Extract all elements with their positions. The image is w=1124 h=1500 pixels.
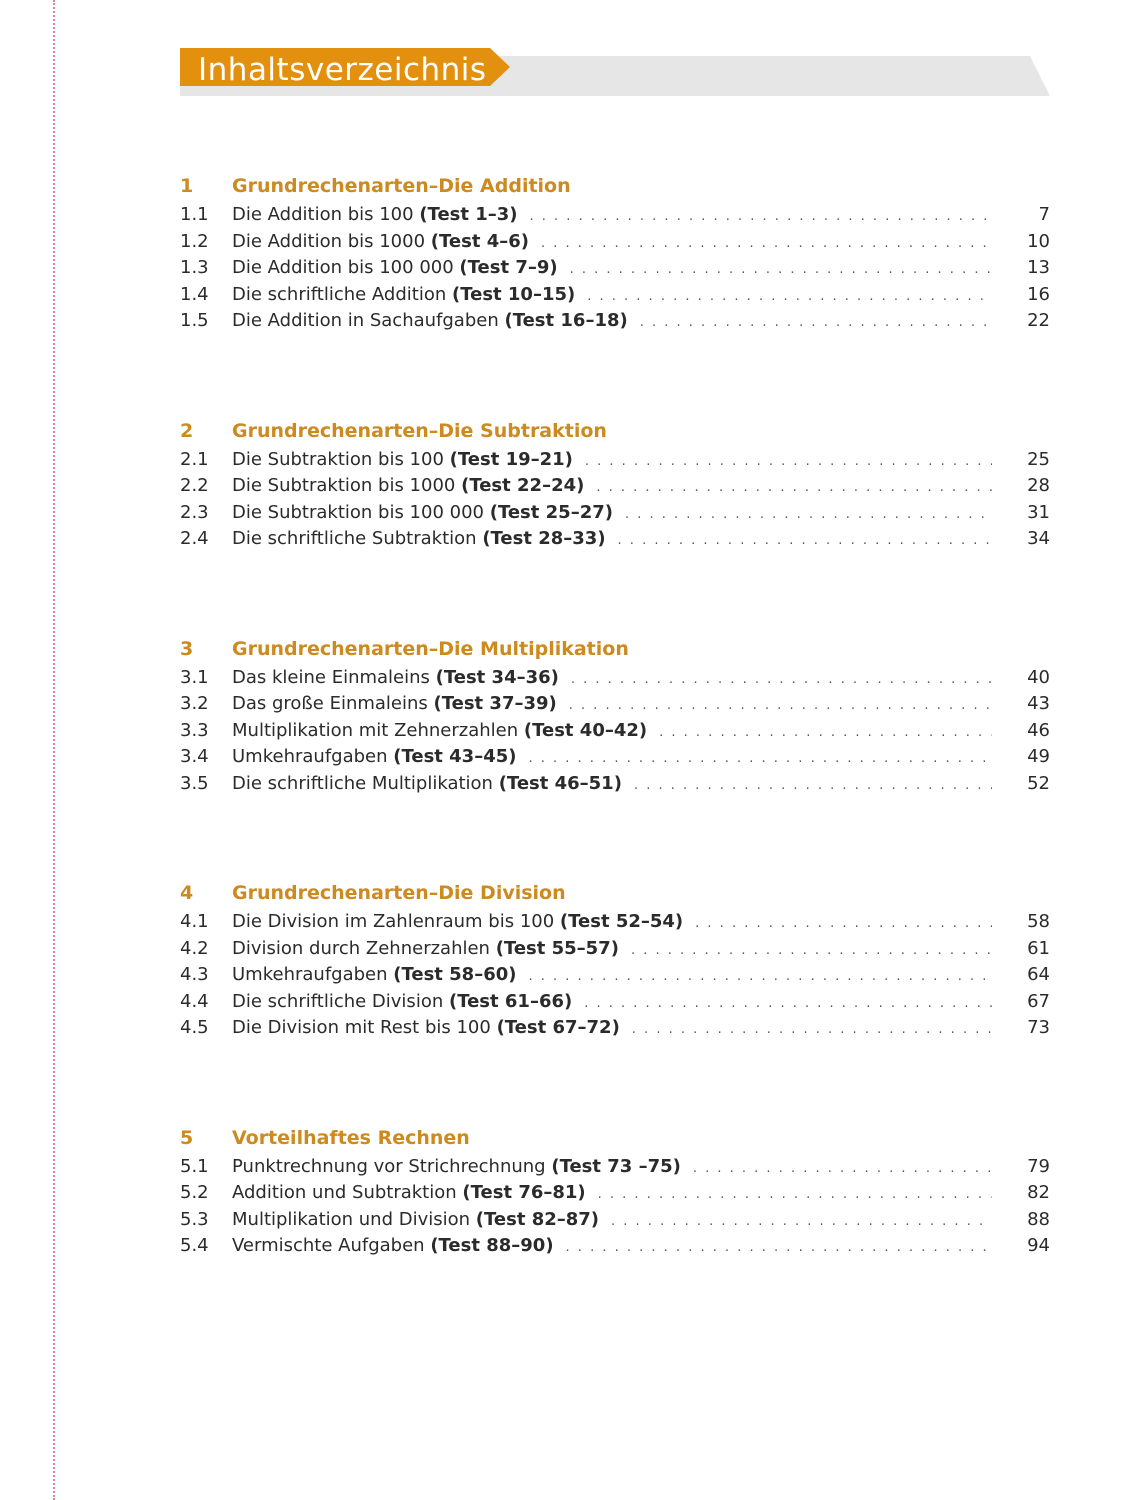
toc-section — [180, 415, 1050, 553]
toc-entry[interactable] — [180, 771, 1050, 798]
entry-page-number: 22 — [1027, 310, 1050, 331]
entry-page-number: 67 — [1027, 990, 1050, 1012]
toc-entry[interactable] — [180, 744, 1050, 771]
entry-text: Die Division mit Rest bis 100 — [232, 1017, 491, 1038]
toc-entry[interactable] — [180, 1180, 1050, 1207]
entry-title — [232, 447, 573, 474]
entry-text: Das große Einmaleins — [232, 693, 428, 714]
dot-leader — [659, 720, 992, 747]
entry-page-number: 28 — [1027, 475, 1050, 496]
entry-page-number: 73 — [1027, 1017, 1050, 1038]
entry-test-range: (Test 25–27) — [489, 501, 613, 523]
entry-page-number: 79 — [1027, 1155, 1050, 1177]
entry-test-range: (Test 52–54) — [559, 911, 684, 932]
entry-number: 3.5 — [180, 772, 209, 794]
toc-section — [180, 170, 1050, 335]
entry-test-range: (Test 46–51) — [498, 772, 622, 794]
entry-page-number: 49 — [1027, 746, 1050, 767]
entry-number: 1.2 — [180, 230, 209, 252]
dot-leader — [587, 284, 992, 311]
entry-test-range: (Test 28–33) — [482, 528, 606, 549]
entry-title — [232, 255, 558, 282]
entry-title — [232, 202, 518, 229]
entry-test-range: (Test 58–60) — [393, 964, 517, 985]
dot-leader — [571, 667, 992, 694]
entry-test-range: (Test 40–42) — [523, 719, 648, 741]
dot-leader — [693, 1156, 992, 1183]
entry-title — [232, 1180, 586, 1207]
entry-text: Umkehraufgaben — [232, 964, 388, 985]
dot-leader — [618, 528, 992, 555]
dot-leader — [528, 746, 992, 773]
entry-number: 3.2 — [180, 693, 209, 714]
entry-page-number: 13 — [1027, 257, 1050, 278]
toc-entry[interactable] — [180, 500, 1050, 527]
toc-entry[interactable] — [180, 526, 1050, 553]
entry-page-number: 52 — [1027, 772, 1050, 794]
toc-entry[interactable] — [180, 962, 1050, 989]
entry-text: Die Subtraktion bis 1000 — [232, 475, 456, 496]
entry-page-number: 16 — [1027, 283, 1050, 305]
entry-title — [232, 229, 529, 256]
entry-page-number: 31 — [1027, 501, 1050, 523]
entry-page-number: 82 — [1027, 1182, 1050, 1203]
entry-test-range: (Test 22–24) — [461, 475, 585, 496]
entry-text: Die Addition in Sachaufgaben — [232, 310, 499, 331]
dot-leader — [625, 502, 992, 529]
entry-page-number: 64 — [1027, 964, 1050, 985]
entry-number: 2.4 — [180, 528, 209, 549]
entry-text: Umkehraufgaben — [232, 746, 388, 767]
section-heading[interactable] — [180, 415, 1050, 447]
entry-number: 4.1 — [180, 911, 209, 932]
margin-dotted-line — [53, 0, 55, 1500]
entry-number: 5.2 — [180, 1182, 209, 1203]
entry-test-range: (Test 82–87) — [475, 1208, 600, 1230]
entry-title — [232, 500, 613, 527]
entry-text: Die Addition bis 100 — [232, 204, 414, 225]
entry-test-range: (Test 73 –75) — [551, 1155, 681, 1177]
dot-leader — [695, 911, 992, 938]
dot-leader — [530, 204, 992, 231]
entry-page-number: 34 — [1027, 528, 1050, 549]
toc-entry[interactable] — [180, 691, 1050, 718]
entry-text: Die Subtraktion bis 100 — [232, 448, 444, 470]
entry-number: 3.4 — [180, 746, 209, 767]
section-title: Grundrechenarten–Die Addition — [232, 175, 571, 197]
section-title: Grundrechenarten–Die Division — [232, 882, 566, 904]
dot-leader — [541, 231, 992, 258]
section-number: 5 — [180, 1126, 194, 1149]
entry-number: 1.5 — [180, 310, 209, 331]
toc-section — [180, 1122, 1050, 1260]
entry-number: 3.1 — [180, 666, 209, 688]
toc-entry[interactable] — [180, 473, 1050, 500]
entry-number: 2.3 — [180, 501, 209, 523]
section-number: 1 — [180, 175, 194, 197]
entry-title — [232, 909, 683, 936]
entry-number: 4.4 — [180, 990, 209, 1012]
entry-title — [232, 308, 628, 335]
entry-title — [232, 771, 622, 798]
entry-number: 4.2 — [180, 937, 209, 959]
toc-entry[interactable] — [180, 202, 1050, 229]
entry-test-range: (Test 19–21) — [449, 448, 573, 470]
entry-text: Die schriftliche Division — [232, 990, 444, 1012]
section-heading[interactable] — [180, 877, 1050, 909]
entry-text: Das kleine Einmaleins — [232, 666, 430, 688]
entry-number: 5.4 — [180, 1235, 209, 1256]
dot-leader — [598, 1182, 992, 1209]
entry-title — [232, 1015, 620, 1042]
entry-page-number: 7 — [1038, 204, 1050, 225]
entry-number: 4.3 — [180, 964, 209, 985]
dot-leader — [611, 1209, 992, 1236]
entry-title — [232, 718, 647, 745]
entry-text: Punktrechnung vor Strichrechnung — [232, 1155, 546, 1177]
toc-entry[interactable] — [180, 665, 1050, 692]
entry-test-range: (Test 37–39) — [433, 693, 557, 714]
entry-page-number: 40 — [1027, 666, 1050, 688]
section-title: Vorteilhaftes Rechnen — [232, 1126, 470, 1149]
entry-test-range: (Test 1–3) — [419, 204, 518, 225]
entry-page-number: 43 — [1027, 693, 1050, 714]
entry-title — [232, 526, 606, 553]
section-number: 3 — [180, 637, 194, 660]
entry-text: Vermischte Aufgaben — [232, 1235, 425, 1256]
entry-title — [232, 1207, 599, 1234]
entry-text: Die Division im Zahlenraum bis 100 — [232, 911, 555, 932]
entry-number: 1.1 — [180, 204, 209, 225]
dot-leader — [640, 310, 992, 337]
entry-test-range: (Test 10–15) — [452, 283, 576, 305]
entry-test-range: (Test 76–81) — [462, 1182, 586, 1203]
section-title: Grundrechenarten–Die Multiplikation — [232, 637, 629, 660]
entry-number: 5.3 — [180, 1208, 209, 1230]
dot-leader — [566, 1235, 992, 1262]
section-heading[interactable] — [180, 1122, 1050, 1154]
toc-entry[interactable] — [180, 909, 1050, 936]
entry-title — [232, 1154, 681, 1181]
entry-title — [232, 1233, 554, 1260]
entry-number: 3.3 — [180, 719, 209, 741]
section-title: Grundrechenarten–Die Subtraktion — [232, 419, 607, 442]
toc-section — [180, 877, 1050, 1042]
dot-leader — [596, 475, 992, 502]
entry-page-number: 58 — [1027, 911, 1050, 932]
toc-entry[interactable] — [180, 1154, 1050, 1181]
entry-test-range: (Test 16–18) — [504, 310, 628, 331]
entry-title — [232, 665, 559, 692]
entry-test-range: (Test 88–90) — [430, 1235, 554, 1256]
section-number: 4 — [180, 882, 194, 904]
toc-entry[interactable] — [180, 1233, 1050, 1260]
entry-test-range: (Test 34–36) — [435, 666, 559, 688]
toc-entry[interactable] — [180, 308, 1050, 335]
entry-test-range: (Test 55–57) — [495, 937, 619, 959]
toc-entry[interactable] — [180, 718, 1050, 745]
toc-entry[interactable] — [180, 229, 1050, 256]
entry-page-number: 61 — [1027, 937, 1050, 959]
entry-page-number: 94 — [1027, 1235, 1050, 1256]
entry-page-number: 10 — [1027, 230, 1050, 252]
dot-leader — [634, 773, 992, 800]
toc-entry[interactable] — [180, 1207, 1050, 1234]
toc-entry[interactable] — [180, 989, 1050, 1016]
dot-leader — [528, 964, 992, 991]
entry-title — [232, 744, 516, 771]
entry-title — [232, 962, 516, 989]
entry-test-range: (Test 43–45) — [393, 746, 517, 767]
entry-page-number: 88 — [1027, 1208, 1050, 1230]
entry-text: Multiplikation mit Zehnerzahlen — [232, 719, 519, 741]
dot-leader — [632, 1017, 992, 1044]
section-heading[interactable] — [180, 633, 1050, 665]
toc-entry[interactable] — [180, 1015, 1050, 1042]
entry-text: Die schriftliche Multiplikation — [232, 772, 493, 794]
entry-test-range: (Test 7–9) — [459, 257, 558, 278]
entry-number: 2.2 — [180, 475, 209, 496]
entry-text: Die schriftliche Addition — [232, 283, 447, 305]
toc-entry[interactable] — [180, 936, 1050, 963]
entry-text: Die Addition bis 1000 — [232, 230, 426, 252]
entry-title — [232, 936, 619, 963]
entry-test-range: (Test 4–6) — [430, 230, 529, 252]
dot-leader — [569, 693, 992, 720]
entry-text: Die Subtraktion bis 100 000 — [232, 501, 484, 523]
dot-leader — [570, 257, 992, 284]
entry-text: Multiplikation und Division — [232, 1208, 471, 1230]
entry-title — [232, 473, 584, 500]
entry-number: 2.1 — [180, 448, 209, 470]
entry-page-number: 25 — [1027, 448, 1050, 470]
toc-entry[interactable] — [180, 255, 1050, 282]
toc-entry[interactable] — [180, 282, 1050, 309]
toc-entry[interactable] — [180, 447, 1050, 474]
entry-number: 5.1 — [180, 1155, 209, 1177]
entry-title — [232, 989, 572, 1016]
toc-section — [180, 633, 1050, 798]
entry-number: 1.4 — [180, 283, 209, 305]
entry-number: 1.3 — [180, 257, 209, 278]
dot-leader — [585, 449, 992, 476]
entry-text: Addition und Subtraktion — [232, 1182, 457, 1203]
entry-title — [232, 282, 575, 309]
entry-text: Division durch Zehnerzahlen — [232, 937, 490, 959]
entry-text: Die schriftliche Subtraktion — [232, 528, 477, 549]
table-of-contents — [180, 170, 1050, 1340]
entry-title — [232, 691, 557, 718]
header-banner — [180, 48, 1050, 98]
section-heading[interactable] — [180, 170, 1050, 202]
section-number: 2 — [180, 419, 194, 442]
dot-leader — [631, 938, 992, 965]
entry-test-range: (Test 61–66) — [448, 990, 573, 1012]
page-title: Inhaltsverzeichnis — [198, 52, 487, 88]
entry-test-range: (Test 67–72) — [496, 1017, 620, 1038]
entry-number: 4.5 — [180, 1017, 209, 1038]
entry-page-number: 46 — [1027, 719, 1050, 741]
dot-leader — [584, 991, 992, 1018]
entry-text: Die Addition bis 100 000 — [232, 257, 454, 278]
